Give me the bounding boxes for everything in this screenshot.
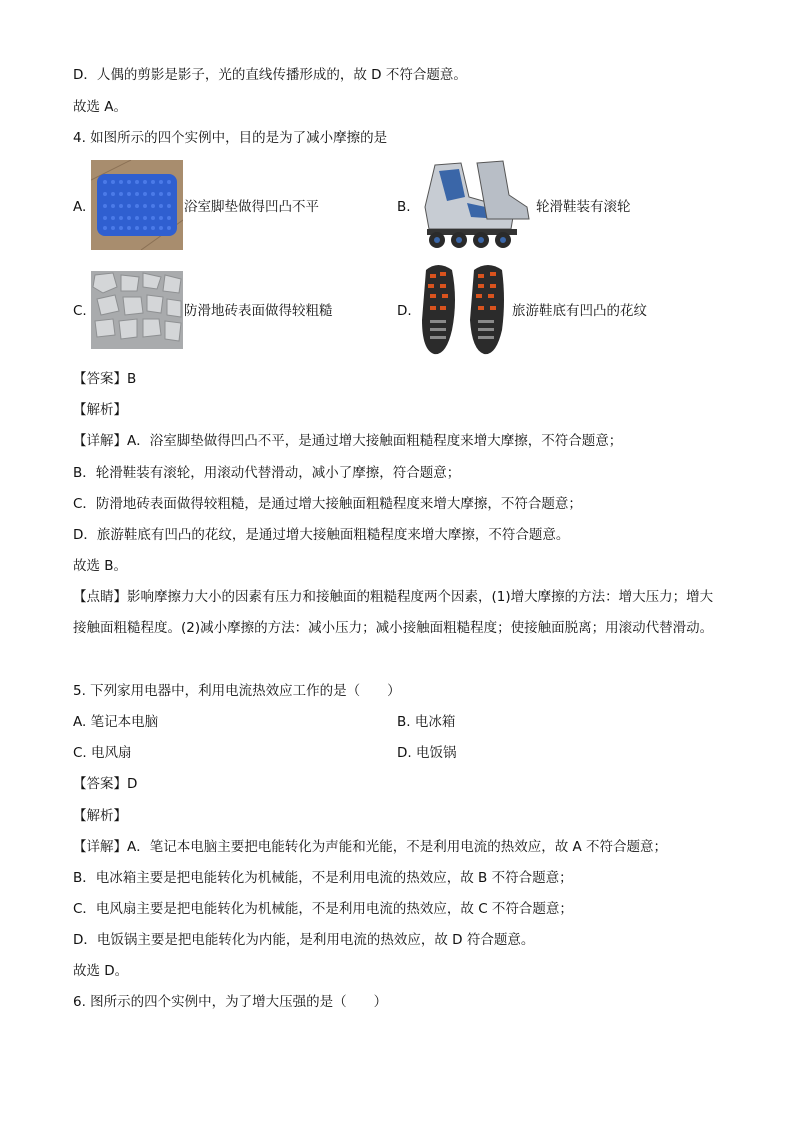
floor-tile-image <box>91 271 183 349</box>
q4-detail-a: 【详解】A．浴室脚垫做得凹凸不平，是通过增大接触面粗糙程度来增大摩擦，不符合题意； <box>73 433 623 449</box>
question-4: 4. 如图所示的四个实例中，目的是为了减小摩擦的是 <box>73 130 388 146</box>
q5-option-d: D. 电饭锅 <box>397 745 457 761</box>
q4-option-c-text: 防滑地砖表面做得较粗糙 <box>184 303 333 319</box>
q4-option-b-text: 轮滑鞋装有滚轮 <box>536 199 631 215</box>
bath-mat-image <box>91 160 183 250</box>
q4-option-c-letter: C. <box>73 303 87 319</box>
q5-choose-d: 故选 D。 <box>73 963 129 979</box>
q4-option-d-text: 旅游鞋底有凹凸的花纹 <box>512 303 647 319</box>
q5-detail-b: B．电冰箱主要是把电能转化为机械能，不是利用电流的热效应，故 B 不符合题意； <box>73 870 573 886</box>
q4-option-a-letter: A. <box>73 199 87 215</box>
question-5: 5. 下列家用电器中，利用电流热效应工作的是（ ） <box>73 683 401 699</box>
q5-option-c: C. 电风扇 <box>73 745 132 761</box>
q4-option-a-text: 浴室脚垫做得凹凸不平 <box>184 199 319 215</box>
question-6: 6. 图所示的四个实例中，为了增大压强的是（ ） <box>73 994 388 1010</box>
q5-option-a: A. 笔记本电脑 <box>73 714 159 730</box>
q4-analysis-label: 【解析】 <box>73 402 127 418</box>
q5-detail-a: 【详解】A．笔记本电脑主要把电能转化为声能和光能，不是利用电流的热效应，故 A 不符合题意； <box>73 839 668 855</box>
q5-detail-d: D．电饭锅主要是把电能转化为内能，是利用电流的热效应，故 D 符合题意。 <box>73 932 535 948</box>
shoe-sole-image <box>416 260 510 358</box>
q4-detail-c: C．防滑地砖表面做得较粗糙，是通过增大接触面粗糙程度来增大摩擦，不符合题意； <box>73 496 582 512</box>
q4-option-b-letter: B. <box>397 199 411 215</box>
line-choose-a: 故选 A。 <box>73 99 128 115</box>
q4-answer: 【答案】B <box>73 371 137 387</box>
q4-detail-b: B．轮滑鞋装有滚轮，用滚动代替滑动，减小了摩擦，符合题意； <box>73 465 461 481</box>
q5-analysis-label: 【解析】 <box>73 808 127 824</box>
q4-option-d-letter: D. <box>397 303 412 319</box>
line-d-explanation: D．人偶的剪影是影子，光的直线传播形成的，故 D 不符合题意。 <box>73 67 467 83</box>
q5-detail-c: C．电风扇主要是把电能转化为机械能，不是利用电流的热效应，故 C 不符合题意； <box>73 901 573 917</box>
q4-tip: 【点睛】影响摩擦力大小的因素有压力和接触面的粗糙程度两个因素，(1)增大摩擦的方法：增大压力；增大接触面粗糙程度。(2)减小摩擦的方法：减小压力；减小接触面粗糙程度；使接触面脱离；用滚动代替滑动。 <box>73 589 714 636</box>
q4-detail-d: D．旅游鞋底有凹凸的花纹，是通过增大接触面粗糙程度来增大摩擦，不符合题意。 <box>73 527 570 543</box>
q4-choose-b: 故选 B。 <box>73 558 128 574</box>
skate-image <box>417 157 533 250</box>
q5-option-b: B. 电冰箱 <box>397 714 456 730</box>
q5-answer: 【答案】D <box>73 776 138 792</box>
